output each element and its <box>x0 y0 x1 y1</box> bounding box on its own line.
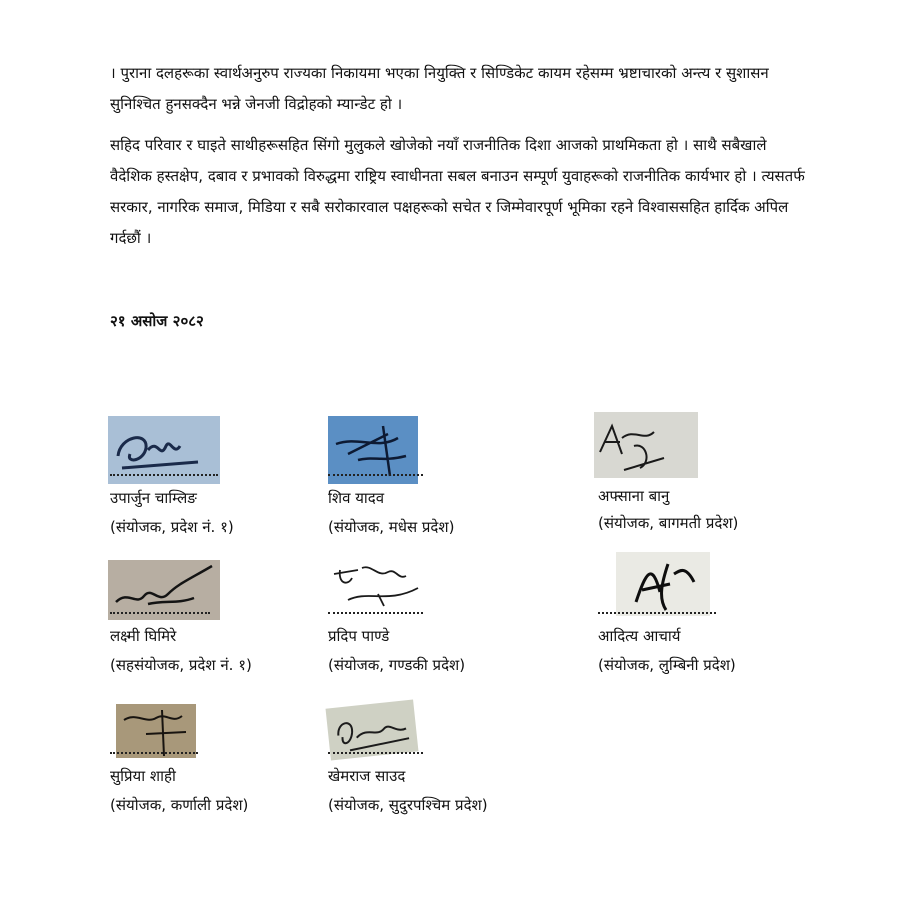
signature-line <box>328 612 423 614</box>
paragraph-1: । पुराना दलहरूका स्वार्थअनुरुप राज्यका निकायमा भएका नियुक्ति र सिण्डिकेट कायम रहेसम्म भ्रष्टाचारको अन्त्य र सुशासन सुनिश्चित हुनसक्दैन भन्ने जेनजी विद्रोहको म्यान्डेट हो । <box>110 64 769 113</box>
signatory-block <box>598 412 858 542</box>
signatory-role: (सहसंयोजक, प्रदेश नं. १) <box>110 656 252 674</box>
signature-line <box>110 474 218 476</box>
signatory-name: लक्ष्मी घिमिरे <box>110 627 177 645</box>
signatory-name: सुप्रिया शाही <box>110 767 176 785</box>
signatory-role: (संयोजक, बागमती प्रदेश) <box>598 514 739 532</box>
signature-image <box>108 560 220 620</box>
signatory-role: (संयोजक, गण्डकी प्रदेश) <box>328 656 466 674</box>
signatory-role: (संयोजक, लुम्बिनी प्रदेश) <box>598 656 736 674</box>
signatory-name: प्रदिप पाण्डे <box>328 627 390 645</box>
signatory-block <box>328 560 588 690</box>
paragraph-2: सहिद परिवार र घाइते साथीहरूसहित सिंगो मुलुकले खोजेको नयाँ राजनीतिक दिशा आजको प्राथमिकता हो । साथै सबैखाले वैदेशिक हस्तक्षेप, दबाव र प्रभावको विरुद्धमा राष्ट्रिय स्वाधीनता सबल बनाउन सम्पूर्ण युवाहरूको राजनीतिक कार्यभार हो । त्यसतर्फ सरकार, नागरिक समाज, मिडिया र सबै सरोकारवाल पक्षहरूको सचेत र जिम्मेवारपूर्ण भूमिका रहने विश्वाससहित हार्दिक अपिल गर्दछौं । <box>110 136 805 247</box>
signature-line <box>110 752 198 754</box>
signature-image <box>116 704 196 758</box>
signature-image <box>594 412 698 478</box>
signatory-role: (संयोजक, सुदुरपश्चिम प्रदेश) <box>328 796 488 814</box>
signatory-name: अफ्साना बानु <box>598 487 670 505</box>
signatory-block <box>328 416 588 546</box>
signature-line <box>328 752 423 754</box>
signatory-role: (संयोजक, कर्णाली प्रदेश) <box>110 796 249 814</box>
signatory-block <box>328 700 588 830</box>
signature-line <box>110 612 210 614</box>
signatory-name: खेमराज साउद <box>328 767 406 785</box>
signature-line <box>328 474 423 476</box>
signatory-name: उपार्जुन चाम्लिङ <box>110 489 197 507</box>
signatory-name: आदित्य आचार्य <box>598 627 681 645</box>
signatory-block <box>598 552 858 682</box>
signatory-name: शिव यादव <box>328 489 385 507</box>
signatory-role: (संयोजक, मधेस प्रदेश) <box>328 518 455 536</box>
signature-image <box>328 560 428 620</box>
signature-line <box>598 612 716 614</box>
signature-image <box>616 552 710 616</box>
signatory-role: (संयोजक, प्रदेश नं. १) <box>110 518 234 536</box>
date: २१ असोज २०८२ <box>110 312 204 330</box>
